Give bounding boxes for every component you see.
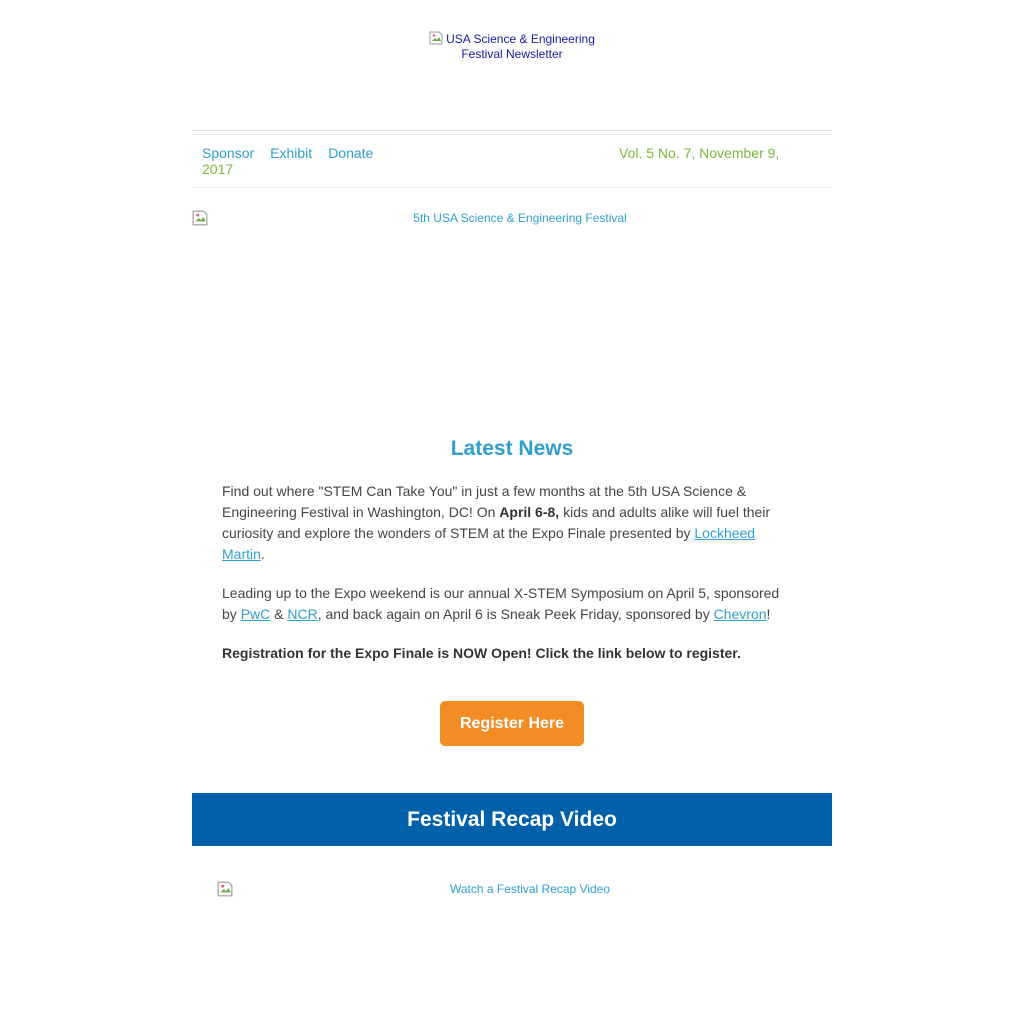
recap-banner: Festival Recap Video	[192, 793, 832, 846]
volume-year: 2017	[202, 161, 234, 177]
news-paragraph-3: Registration for the Expo Finale is NOW Open! Click the link below to register.	[222, 645, 741, 661]
news-text: , and back again on April 6 is Sneak Peek Friday, sponsored by	[317, 606, 714, 622]
news-text: kids and adults alike will fuel their curiosity and explore the wonders of STEM at the Expo Finale presented by	[222, 504, 771, 541]
link-lockheed-martin[interactable]: Lockheed Martin	[222, 525, 756, 562]
nav-top-divider-2	[192, 134, 832, 135]
broken-image-icon	[429, 31, 443, 45]
news-paragraph-2	[222, 583, 797, 625]
nav-link-sponsor[interactable]: Sponsor	[202, 145, 255, 161]
recap-video-image[interactable]	[217, 881, 817, 1011]
nav-link-exhibit[interactable]: Exhibit	[270, 145, 313, 161]
link-pwc[interactable]: PwC	[240, 606, 271, 622]
register-button[interactable]: Register Here	[440, 701, 584, 746]
nav-bottom-divider	[192, 187, 832, 188]
nav-link-donate[interactable]: Donate	[328, 145, 374, 161]
news-paragraph-1	[222, 481, 797, 565]
news-date-bold: April 6-8,	[499, 504, 560, 520]
logo-alt-text: USA Science & Engineering Festival Newsletter	[446, 32, 595, 61]
link-ncr[interactable]: NCR	[287, 606, 318, 622]
news-text: !	[766, 606, 771, 622]
news-text: .	[260, 546, 265, 562]
nav-bar	[202, 145, 802, 177]
news-text: &	[270, 606, 288, 622]
link-chevron[interactable]: Chevron	[713, 606, 767, 622]
volume-date: Vol. 5 No. 7, November 9,	[619, 145, 780, 161]
news-text: Leading up to the Expo weekend is our annual X-STEM Symposium on April 5, sponsored by	[222, 585, 780, 622]
video-alt-text: Watch a Festival Recap Video	[449, 882, 611, 896]
hero-alt-text: 5th USA Science & Engineering Festival	[413, 211, 627, 225]
header-logo[interactable]	[422, 31, 602, 62]
news-body	[222, 481, 797, 682]
latest-news-title: Latest News	[450, 437, 574, 460]
hero-image[interactable]	[192, 210, 832, 410]
news-text: Find out where "STEM Can Take You" in just a few months at the 5th USA Science & Engineering Festival in Washington, DC! On	[222, 483, 747, 520]
nav-top-divider	[192, 130, 832, 131]
